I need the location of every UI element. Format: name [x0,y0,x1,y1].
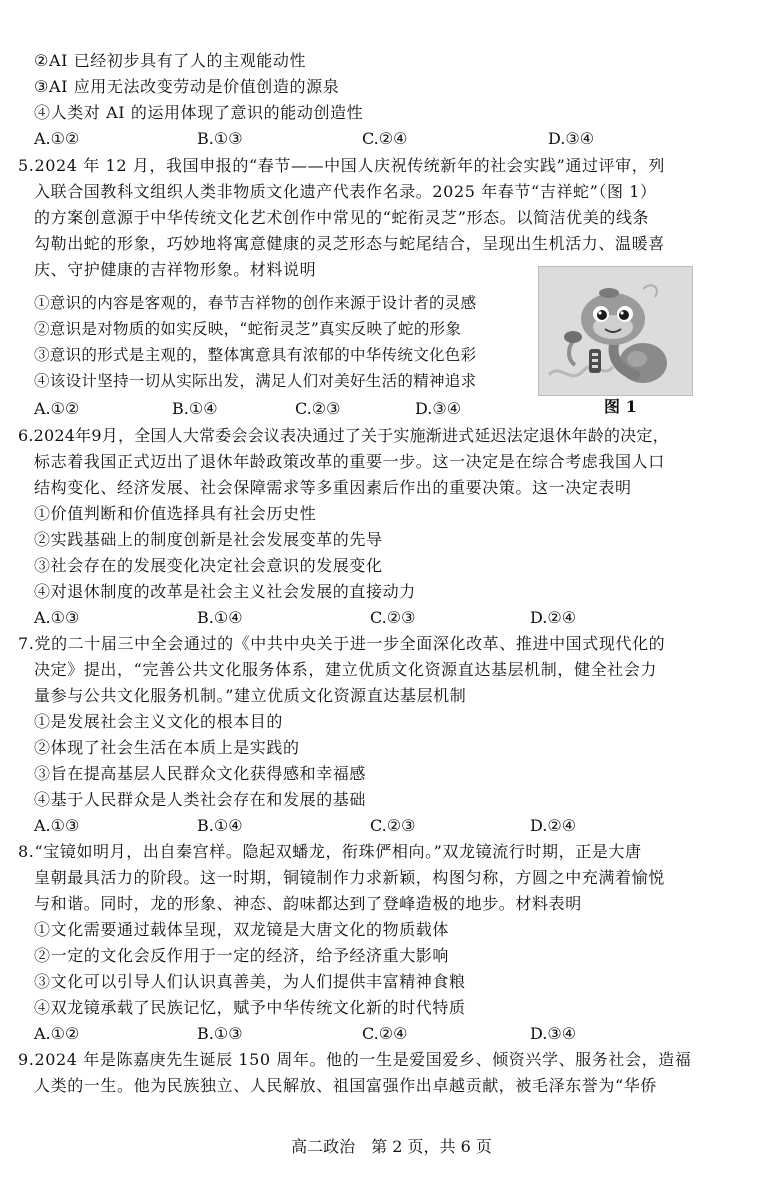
q6-stem-line-3: 结构变化、经济发展、社会保障需求等多重因素后作出的重要决策。这一决定表明 [34,478,632,497]
q5-statement-1: ①意识的内容是客观的，春节吉祥物的创作来源于设计者的灵感 [34,294,477,312]
q8-option-b[interactable]: B.①③ [197,1024,243,1043]
q6-option-c[interactable]: C.②③ [370,608,416,627]
figure-1-caption: 图 1 [604,397,637,416]
q8-stem-line-3: 与和谐。同时，龙的形象、神态、韵味都达到了登峰造极的地步。材料表明 [34,894,582,913]
q6-statement-1: ①价值判断和价值选择具有社会历史性 [34,504,317,523]
q6-statement-2: ②实践基础上的制度创新是社会发展变革的先导 [34,530,383,549]
q8-statement-4: ④双龙镜承载了民族记忆，赋予中华传统文化新的时代特质 [34,998,466,1017]
q6-option-d[interactable]: D.②④ [530,608,577,627]
q7-statement-2: ②体现了社会生活在本质上是实践的 [34,738,300,757]
q8-option-a[interactable]: A.①② [34,1024,80,1043]
q5-statement-2: ②意识是对物质的如实反映，“蛇衔灵芝”真实反映了蛇的形象 [34,320,462,338]
prev-option-c[interactable]: C.②④ [362,129,408,148]
prev-option-d[interactable]: D.③④ [548,129,595,148]
q8-statement-2: ②一定的文化会反作用于一定的经济，给予经济重大影响 [34,946,450,965]
prev-option-b[interactable]: B.①③ [197,129,243,148]
prev-statement-2: ②AI 已经初步具有了人的主观能动性 [34,51,307,70]
q5-statement-4: ④该设计坚持一切从实际出发，满足人们对美好生活的精神追求 [34,372,477,390]
prev-option-a[interactable]: A.①② [34,129,80,148]
q7-option-b[interactable]: B.①④ [197,816,243,835]
q5-option-c[interactable]: C.②③ [295,399,341,418]
q7-statement-3: ③旨在提高基层人民群众文化获得感和幸福感 [34,764,367,783]
q5-stem-line-4: 勾勒出蛇的形象，巧妙地将寓意健康的灵芝形态与蛇尾结合，呈现出生机活力、温暖喜 [34,234,665,253]
q7-option-a[interactable]: A.①③ [34,816,80,835]
q5-option-d[interactable]: D.③④ [415,399,462,418]
q7-option-c[interactable]: C.②③ [370,816,416,835]
prev-statement-4: ④人类对 AI 的运用体现了意识的能动创造性 [34,103,364,122]
q6-option-a[interactable]: A.①③ [34,608,80,627]
q5-stem-line-5: 庆、守护健康的吉祥物形象。材料说明 [34,260,317,279]
q6-statement-3: ③社会存在的发展变化决定社会意识的发展变化 [34,556,383,575]
q6-statement-4: ④对退休制度的改革是社会主义社会发展的直接动力 [34,582,416,601]
q5-option-b[interactable]: B.①④ [172,399,218,418]
q7-stem-line-1: 7.党的二十届三中全会通过的《中共中央关于进一步全面深化改革、推进中国式现代化的 [18,634,666,653]
q9-stem-line-2: 人类的一生。他为民族独立、人民解放、祖国富强作出卓越贡献，被毛泽东誉为“华侨 [34,1076,657,1095]
q8-statement-1: ①文化需要通过载体呈现，双龙镜是大唐文化的物质载体 [34,920,450,939]
prev-statement-3: ③AI 应用无法改变劳动是价值创造的源泉 [34,77,340,96]
q6-stem-line-2: 标志着我国正式迈出了退休年龄政策改革的重要一步。这一决定是在综合考虑我国人口 [34,452,665,471]
q6-option-b[interactable]: B.①④ [197,608,243,627]
page-footer: 高二政治 第 2 页，共 6 页 [291,1137,492,1156]
q7-option-d[interactable]: D.②④ [530,816,577,835]
q8-stem-line-2: 皇朝最具活力的阶段。这一时期，铜镜制作力求新颖，构图匀称，方圆之中充满着愉悦 [34,868,665,887]
q7-statement-1: ①是发展社会主义文化的根本目的 [34,712,284,731]
q5-stem-line-3: 的方案创意源于中华传统文化艺术创作中常见的“蛇衔灵芝”形态。以简洁优美的线条 [34,208,650,227]
snake-mascot-illustration [538,266,693,396]
q7-statement-4: ④基于人民群众是人类社会存在和发展的基础 [34,790,367,809]
q5-stem-line-1: 5.2024 年 12 月，我国申报的“春节——中国人庆祝传统新年的社会实践”通过评审，列 [18,156,665,175]
q5-stem-line-2: 入联合国教科文组织人类非物质文化遗产代表作名录。2025 年春节“吉祥蛇”（图 1） [34,182,657,201]
q8-option-c[interactable]: C.②④ [362,1024,408,1043]
q6-stem-line-1: 6.2024年9月，全国人大常委会会议表决通过了关于实施渐进式延迟法定退休年龄的决定， [18,426,669,445]
q8-stem-line-1: 8.“宝镜如明月，出自秦宫样。隐起双蟠龙，衔珠俨相向。”双龙镜流行时期，正是大唐 [18,842,642,861]
q8-option-d[interactable]: D.③④ [530,1024,577,1043]
q7-stem-line-3: 量参与公共文化服务机制。”建立优质文化资源直达基层机制 [34,686,467,705]
q5-statement-3: ③意识的形式是主观的，整体寓意具有浓郁的中华传统文化色彩 [34,346,477,364]
q5-option-a[interactable]: A.①② [34,399,80,418]
q8-statement-3: ③文化可以引导人们认识真善美，为人们提供丰富精神食粮 [34,972,466,991]
snake-mascot-icon [539,267,692,395]
q7-stem-line-2: 决定》提出，“完善公共文化服务体系，建立优质文化资源直达基层机制，健全社会力 [34,660,657,679]
q9-stem-line-1: 9.2024 年是陈嘉庚先生诞辰 150 周年。他的一生是爱国爱乡、倾资兴学、服务社会，造福 [18,1050,692,1069]
